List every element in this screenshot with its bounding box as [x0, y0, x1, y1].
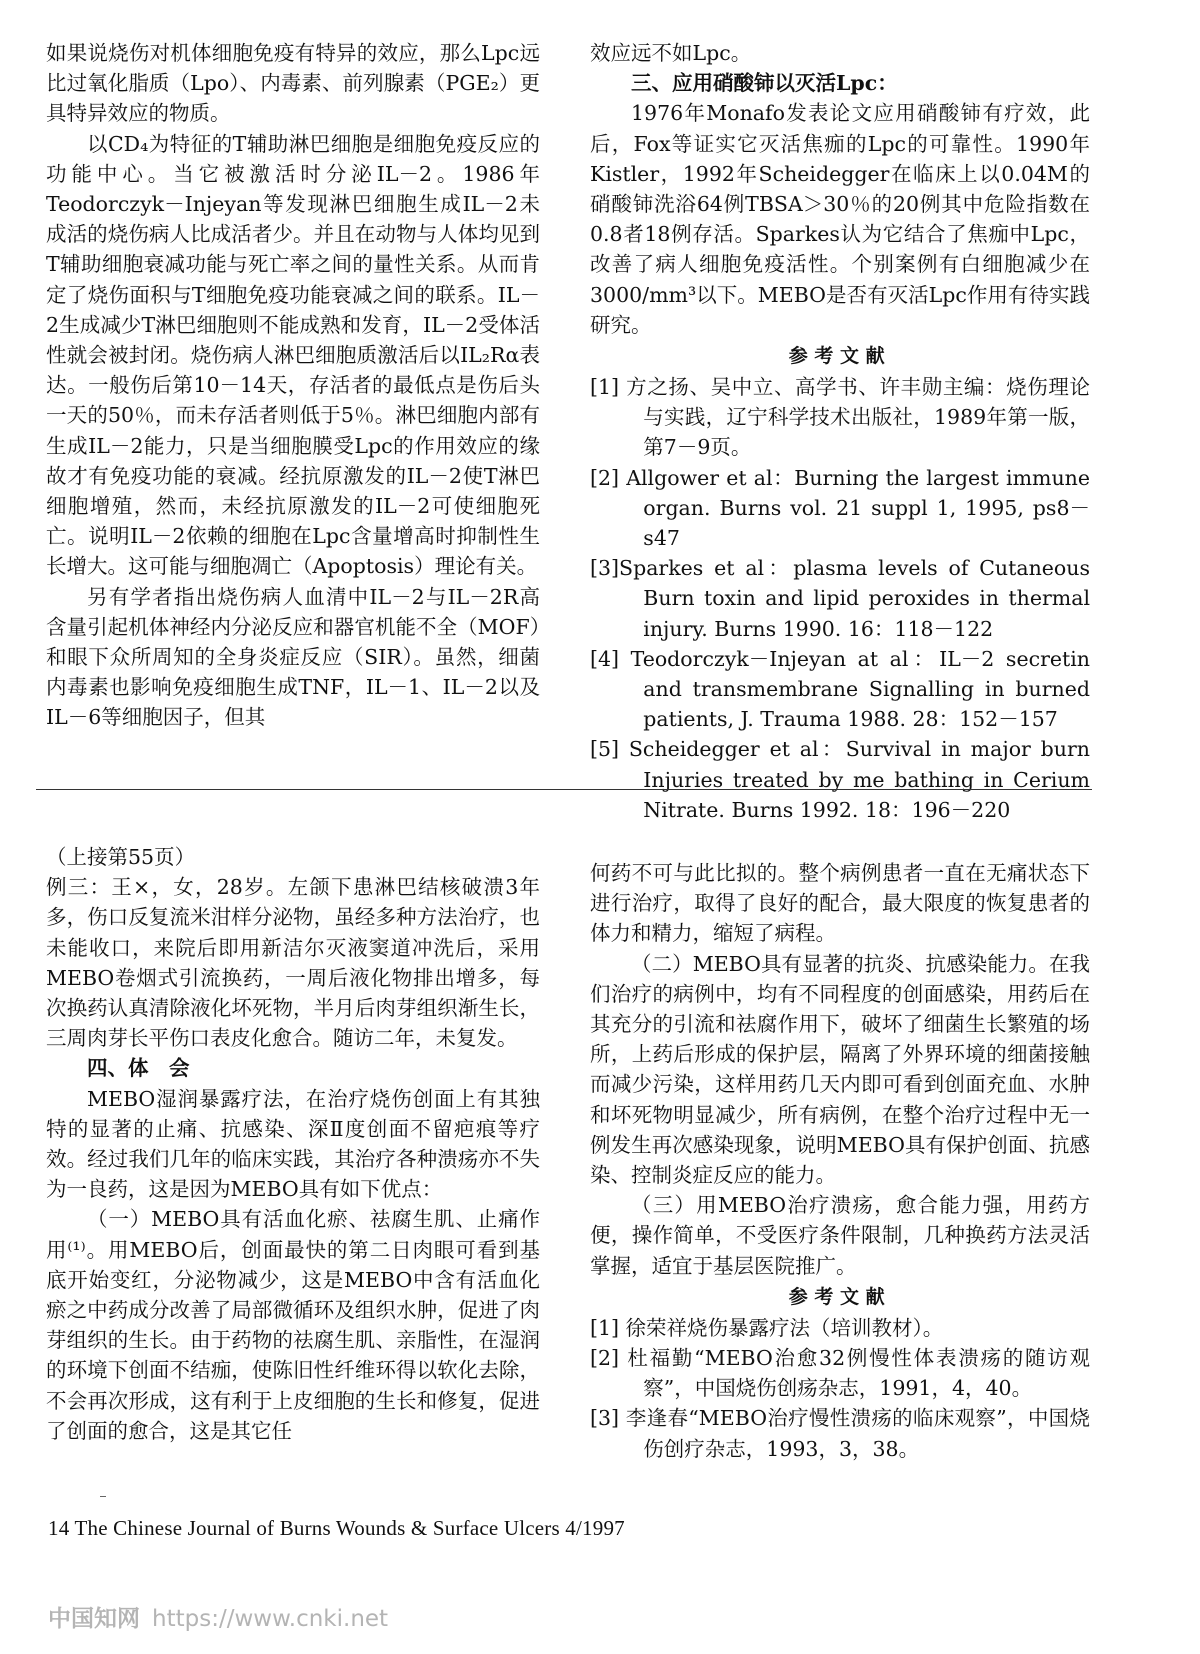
reference-item: [5] Scheidegger et al：Survival in major burn Injuries treated by me bathing in Cerium Nitrate. Burns 1992. 18：196－220	[590, 737, 1090, 822]
reference-item: [2] 杜福勤“MEBO治愈32例慢性体表溃疡的随访观察”，中国烧伤创疡杂志，1991，4，40。	[590, 1346, 1090, 1401]
reference-item: [2] Allgower et al：Burning the largest immune organ. Burns vol. 21 suppl 1, 1995, ps8－s47	[590, 465, 1090, 551]
paragraph: （三）用MEBO治疗溃疡，愈合能力强，用药方便，操作简单，不受医疗条件限制，几种换药方法灵活掌握，适宜于基层医院推广。	[590, 1193, 1090, 1278]
paragraph: 另有学者指出烧伤病人血清中IL－2与IL－2R高含量引起机体神经内分泌反应和器官机能不全（MOF）和眼下众所周知的全身炎症反应（SIR）。虽然，细菌内毒素也影响免疫细胞生成TNF，IL－1、IL－2以及IL－6等细胞因子，但其	[46, 584, 540, 730]
paragraph: 如果说烧伤对机体细胞免疫有特异的效应，那么Lpc远比过氧化脂质（Lpo）、内毒素、前列腺素（PGE₂）更具特异效应的物质。	[46, 41, 540, 126]
page-footer: 14 The Chinese Journal of Burns Wounds & Surface Ulcers 4/1997	[48, 1516, 625, 1540]
reference-item: [3] 李逢春“MEBO治疗慢性溃疡的临床观察”，中国烧伤创疗杂志，1993，3，38。	[590, 1406, 1090, 1461]
paragraph: 1976年Monafo发表论文应用硝酸铈有疗效，此后，Fox等证实它灭活焦痂的Lpc的可靠性。1990年Kistler，1992年Scheidegger在临床上以0.04M的硝酸铈洗浴64例TBSA＞30％的20例其中危险指数在0.8者18例存活。Sparkes认为它结合了焦痂中Lpc，改善了病人细胞免疫活性。个别案例有白细胞减少在3000/mm³以下。MEBO是否有灭活Lpc作用有待实践研究。	[590, 101, 1090, 337]
paragraph: （一）MEBO具有活血化瘀、祛腐生肌、止痛作用⁽¹⁾。用MEBO后，创面最快的第二日肉眼可看到基底开始变红，分泌物减少，这是MEBO中含有活血化瘀之中药成分改善了局部微循环及组织水肿，促进了肉芽组织的生长。由于药物的祛腐生肌、亲脂性，在湿润的环境下创面不结痂，使陈旧性纤维环得以软化去除，不会再次形成，这有利于上皮细胞的生长和修复，促进了创面的愈合，这是其它任	[46, 1207, 540, 1443]
watermark-brand: 中国知网	[48, 1606, 140, 1632]
upper-left-column	[46, 38, 540, 733]
reference-item: [3]Sparkes et al：plasma levels of Cutaneous Burn toxin and lipid peroxides in thermal injury. Burns 1990. 16：118－122	[590, 556, 1090, 641]
reference-item: [1] 方之扬、吴中立、高学书、许丰勋主编：烧伤理论与实践，辽宁科学技术出版社，1989年第一版，第7－9页。	[590, 375, 1090, 460]
upper-right-column	[590, 38, 1090, 825]
paragraph: 何药不可与此比拟的。整个病例患者一直在无痛状态下进行治疗，取得了良好的配合，最大限度的恢复患者的体力和精力，缩短了病程。	[590, 861, 1090, 946]
continuation-note: （上接第55页）	[46, 845, 196, 869]
paragraph: MEBO湿润暴露疗法，在治疗烧伤创面上有其独特的显著的止痛、抗感染、深Ⅱ度创面不留疤痕等疗效。经过我们几年的临床实践，其治疗各种溃疡亦不失为一良药，这是因为MEBO具有如下优点：	[46, 1086, 540, 1202]
reference-item: [1] 徐荣祥烧伤暴露疗法（培训教材）。	[590, 1315, 944, 1340]
lower-right-column	[590, 858, 1090, 1464]
lower-left-column	[46, 842, 540, 1446]
reference-item: [4] Teodorczyk－Injeyan at al：IL－2 secretin and transmembrane Signalling in burned patients, J. Trauma 1988. 28：152－157	[590, 646, 1090, 732]
paragraph: 以CD₄为特征的T辅助淋巴细胞是细胞免疫反应的功能中心。当它被激活时分泌IL－2。1986年Teodorczyk－Injeyan等发现淋巴细胞生成IL－2未成活的烧伤病人比成活者少。并且在动物与人体均见到T辅助细胞衰减功能与死亡率之间的量性关系。从而肯定了烧伤面积与T细胞免疫功能衰减之间的联系。IL－2生成减少T淋巴细胞则不能成熟和发育，IL－2受体活性就会被封闭。烧伤病人淋巴细胞质激活后以IL₂Rα表达。一般伤后第10－14天，存活者的最低点是伤后头一天的50％，而未存活者则低于5％。淋巴细胞内部有生成IL－2能力，只是当细胞膜受Lpc的作用效应的缘故才有免疫功能的衰减。经抗原激发的IL－2使T淋巴细胞增殖，然而，未经抗原激发的IL－2可使细胞死亡。说明IL－2依赖的细胞在Lpc含量增高时抑制性生长增大。这可能与细胞凋亡（Apoptosis）理论有关。	[46, 131, 540, 579]
watermark-url: https://www.cnki.net	[152, 1606, 389, 1632]
paragraph-continuation: 效应远不如Lpc。	[590, 41, 752, 65]
cnki-watermark	[48, 1600, 388, 1633]
case-paragraph: 例三：王×，女，28岁。左颌下患淋巴结核破溃3年多，伤口反复流米泔样分泌物，虽经多种方法治疗，也未能收口，来院后即用新洁尔灭液窦道冲洗后，采用MEBO卷烟式引流换药，一周后液化物排出增多，每次换药认真清除液化坏死物，半月后肉芽组织渐生长，三周肉芽长平伤口表皮化愈合。随访二年，未复发。	[46, 875, 540, 1051]
references-title: 参考文献	[788, 345, 892, 368]
section-heading-4: 四、体 会	[87, 1056, 190, 1081]
section-heading-3: 三、应用硝酸铈以灭活Lpc：	[631, 71, 898, 96]
paragraph: （二）MEBO具有显著的抗炎、抗感染能力。在我们治疗的病例中，均有不同程度的创面感染，用药后在其充分的引流和祛腐作用下，破坏了细菌生长繁殖的场所，上药后形成的保护层，隔离了外界环境的细菌接触而减少污染，这样用药几天内即可看到创面充血、水肿和坏死物明显减少，所有病例，在整个治疗过程中无一例发生再次感染现象，说明MEBO具有保护创面、抗感染、控制炎症反应的能力。	[590, 951, 1090, 1188]
section-divider	[36, 789, 1092, 790]
references-title: 参考文献	[788, 1285, 892, 1308]
footnote-rule	[100, 1496, 106, 1497]
